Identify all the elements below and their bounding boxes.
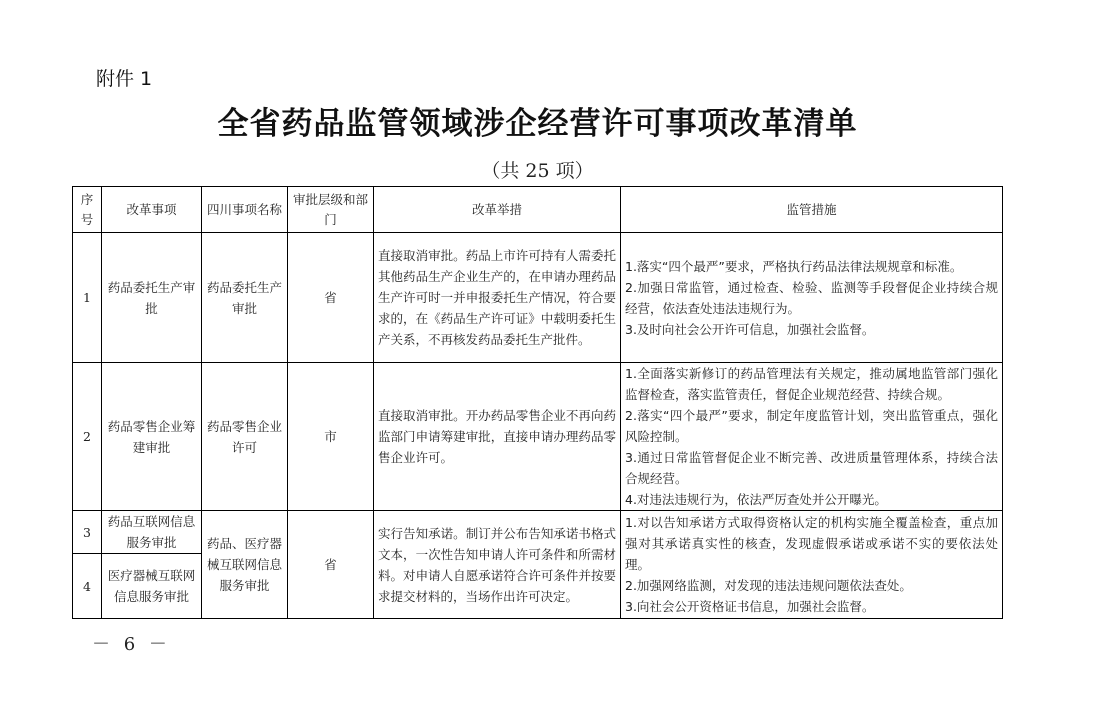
supervision-item: 2.加强网络监测，对发现的违法违规问题依法查处。 — [625, 578, 912, 593]
table-row — [73, 363, 1003, 511]
row-reform-measure: 直接取消审批。药品上市许可持有人需委托其他药品生产企业生产的，在申请办理药品生产许可时一并申报委托生产情况，符合要求的，在《药品生产许可证》中载明委托生产关系，不再核发药品委托生产批件。 — [374, 233, 621, 363]
table-header-row — [73, 187, 1003, 233]
row-approval-level: 市 — [288, 363, 374, 511]
supervision-item: 2.落实“四个最严”要求，制定年度监管计划，突出监管重点，强化风险控制。 — [625, 408, 998, 444]
header-seq: 序号 — [73, 187, 102, 233]
attachment-label: 附件 1 — [96, 68, 153, 90]
row-supervision-measures — [621, 511, 1003, 619]
row-reform-item: 药品委托生产审批 — [102, 233, 202, 363]
header-sichuan-item: 四川事项名称 — [202, 187, 288, 233]
supervision-item: 4.对违法违规行为，依法严厉查处并公开曝光。 — [625, 492, 887, 507]
table-row — [73, 233, 1003, 363]
supervision-item: 3.及时向社会公开许可信息，加强社会监督。 — [625, 321, 875, 337]
row-sichuan-item: 药品委托生产审批 — [202, 233, 288, 363]
row-reform-item: 药品互联网信息服务审批 — [102, 511, 202, 554]
row-reform-measure: 直接取消审批。开办药品零售企业不再向药监部门申请筹建审批，直接申请办理药品零售企业许可。 — [374, 363, 621, 511]
supervision-item: 1.全面落实新修订的药品管理法有关规定，推动属地监管部门强化监督检查，落实监管责任，督促企业规范经营、持续合规。 — [625, 366, 998, 402]
header-approval-level: 审批层级和部门 — [288, 187, 374, 233]
supervision-item: 2.加强日常监管，通过检查、检验、监测等手段督促企业持续合规经营，依法查处违法违规行为。 — [625, 279, 998, 316]
row-sichuan-item: 药品零售企业许可 — [202, 363, 288, 511]
row-approval-level: 省 — [288, 511, 374, 619]
row-seq: 3 — [73, 511, 102, 554]
header-reform-measure: 改革举措 — [374, 187, 621, 233]
header-reform-item: 改革事项 — [102, 187, 202, 233]
table-row — [73, 511, 1003, 554]
row-reform-item: 药品零售企业筹建审批 — [102, 363, 202, 511]
row-approval-level: 省 — [288, 233, 374, 363]
row-reform-item: 医疗器械互联网信息服务审批 — [102, 554, 202, 619]
row-seq: 2 — [73, 363, 102, 511]
header-supervision-measure: 监管措施 — [621, 187, 1003, 233]
item-count-subtitle: （共 25 项） — [481, 160, 594, 182]
supervision-item: 1.落实“四个最严”要求，严格执行药品法律法规规章和标准。 — [625, 258, 963, 274]
supervision-item: 3.通过日常监管督促企业不断完善、改进质量管理体系，持续合法合规经营。 — [625, 450, 998, 486]
row-sichuan-item: 药品、医疗器械互联网信息服务审批 — [202, 511, 288, 619]
row-seq: 1 — [73, 233, 102, 363]
reform-list-table — [72, 186, 1003, 619]
document-title: 全省药品监管领域涉企经营许可事项改革清单 — [217, 106, 858, 142]
row-seq: 4 — [73, 554, 102, 619]
row-supervision-measures — [621, 233, 1003, 363]
row-supervision-measures — [621, 363, 1003, 511]
page-number: － 6 － — [92, 634, 171, 655]
supervision-item: 1.对以告知承诺方式取得资格认定的机构实施全覆盖检查，重点加强对其承诺真实性的核查，发现虚假承诺或承诺不实的要依法处理。 — [625, 515, 998, 572]
supervision-item: 3.向社会公开资格证书信息，加强社会监督。 — [625, 599, 875, 614]
row-reform-measure: 实行告知承诺。制订并公布告知承诺书格式文本，一次性告知申请人许可条件和所需材料。对申请人自愿承诺符合许可条件并按要求提交材料的，当场作出许可决定。 — [374, 511, 621, 619]
